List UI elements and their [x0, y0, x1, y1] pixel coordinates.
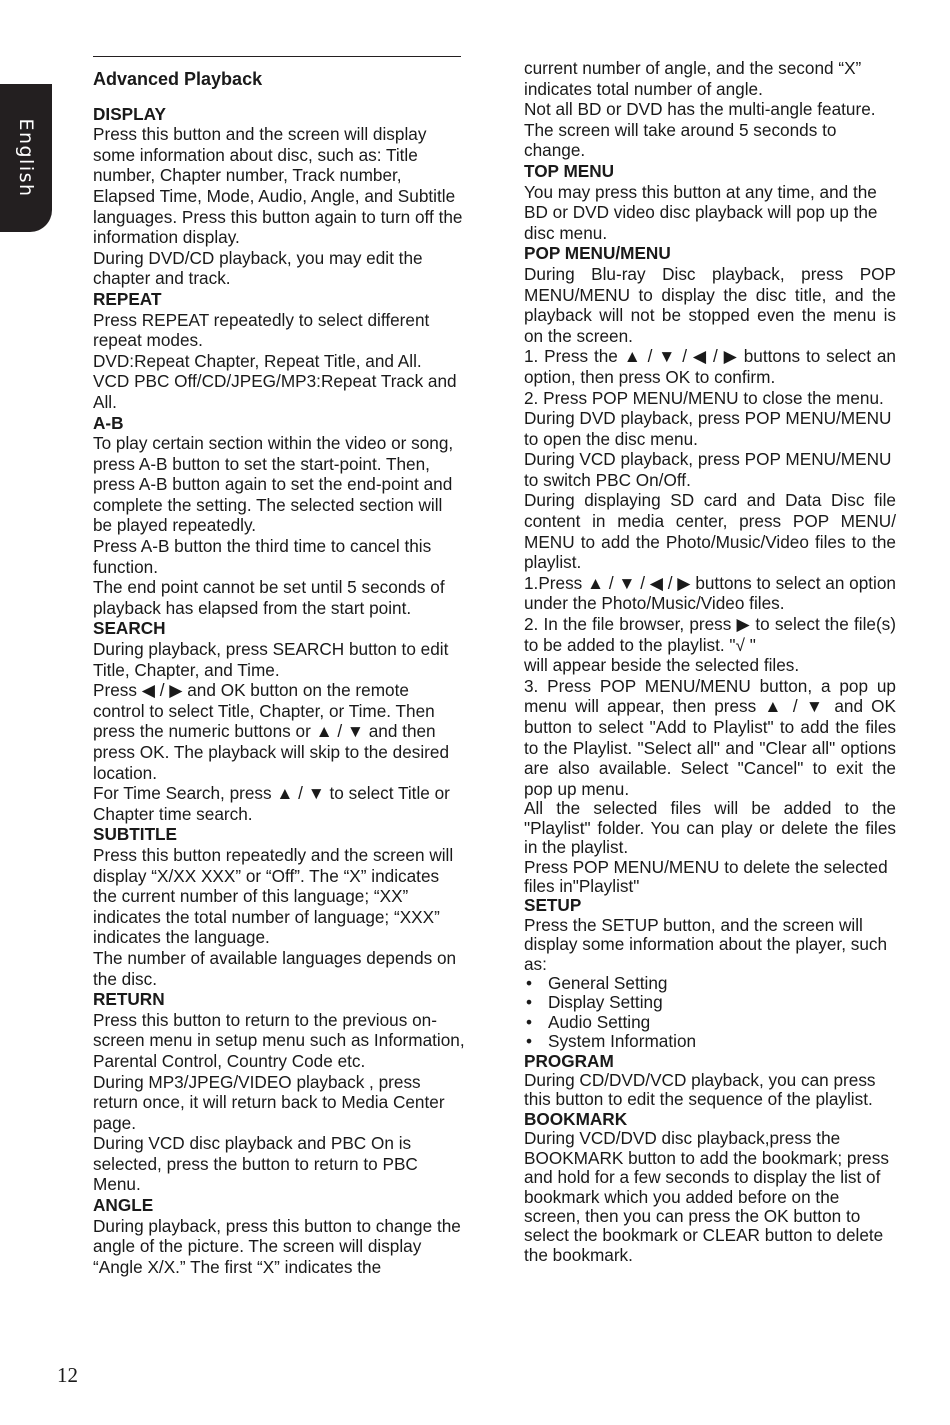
- heading-return: RETURN: [93, 989, 165, 1010]
- subtitle-paragraph-2: The number of available languages depends on the disc.: [93, 947, 457, 989]
- page-number: 12: [57, 1363, 78, 1387]
- heading-angle: ANGLE: [93, 1195, 154, 1216]
- program-paragraph: During CD/DVD/VCD playback, you can press this button to edit the sequence of the playlist.: [524, 1070, 876, 1110]
- heading-subtitle: SUBTITLE: [93, 824, 178, 845]
- heading-search: SEARCH: [93, 618, 166, 639]
- pop-menu-paragraph-5: During VCD playback, press POP MENU/MENU to switch PBC On/Off.: [524, 449, 892, 490]
- section-title: Advanced Playback: [93, 69, 263, 89]
- language-tab-label: English: [15, 118, 37, 198]
- heading-top-menu: TOP MENU: [524, 160, 615, 181]
- heading-program: PROGRAM: [524, 1050, 614, 1071]
- display-paragraph-2: During DVD/CD playback, you may edit the chapter and track.: [93, 247, 423, 289]
- a-b-paragraph-2: Press A-B button the third time to cancel this function.: [93, 536, 432, 577]
- pop-menu-paragraph-4: During DVD playback, press POP MENU/MENU to open the disc menu.: [524, 408, 892, 449]
- search-paragraph-2: Press ◀ / ▶ and OK button on the remote control to select Title, Chapter, or Time. Then press the numeric buttons or ▲ / ▼ and then press OK. The playback will skip to the desired location.: [93, 680, 450, 783]
- search-paragraph-3: For Time Search, press ▲ / ▼ to select Title or Chapter time search.: [93, 783, 450, 824]
- setup-paragraph: Press the SETUP button, and the screen will display some information about the player, such as:: [524, 914, 888, 974]
- repeat-paragraph-1: Press REPEAT repeatedly to select different repeat modes.: [93, 309, 430, 351]
- heading-a-b: A-B: [93, 412, 124, 433]
- pop-menu-paragraph-2: 1. Press the ▲ / ▼ / ◀ / ▶ buttons to select an option, then press OK to confirm.: [524, 346, 896, 387]
- pop-menu-paragraph-7: 1.Press ▲ / ▼ / ◀ / ▶ buttons to select an option under the Photo/Music/Video files.: [524, 572, 896, 614]
- list-item: • Display Setting: [524, 993, 896, 1012]
- left-column: [93, 56, 465, 1277]
- list-item: • System Information: [524, 1032, 896, 1051]
- angle-paragraph-2: Not all BD or DVD has the multi-angle feature. The screen will take around 5 seconds to change.: [524, 99, 876, 161]
- repeat-paragraph-2: DVD:Repeat Chapter, Repeat Title, and All.: [93, 350, 422, 371]
- pop-menu-paragraph-11: All the selected files will be added to the "Playlist" folder. You can play or delete the files in the playlist.: [524, 798, 896, 858]
- repeat-paragraph-3: VCD PBC Off/CD/JPEG/MP3:Repeat Track and All.: [93, 371, 457, 412]
- list-item: • General Setting: [524, 974, 896, 993]
- heading-setup: SETUP: [524, 895, 582, 916]
- heading-repeat: REPEAT: [93, 288, 162, 309]
- heading-display: DISPLAY: [93, 103, 166, 124]
- search-paragraph-1: During playback, press SEARCH button to edit Title, Chapter, and Time.: [93, 639, 449, 680]
- setup-options-list: [524, 974, 896, 1052]
- pop-menu-paragraph-6: During displaying SD card and Data Disc file content in media center, press POP MENU/ MENU to add the Photo/Music/Video files to the playlist.: [524, 490, 896, 573]
- pop-menu-paragraph-10: 3. Press POP MENU/MENU button, a pop up menu will appear, then press ▲ / ▼ and OK button to select "Add to Playlist" to add the files to the Playlist. "Select all" and "Clear all" options are also available. Select "Cancel" to exit the pop up menu.: [524, 675, 896, 799]
- heading-bookmark: BOOKMARK: [524, 1108, 628, 1129]
- pop-menu-paragraph-9: will appear beside the selected files.: [524, 655, 800, 676]
- pop-menu-paragraph-8: 2. In the file browser, press ▶ to select the file(s) to be added to the playlist. "√ ": [524, 614, 896, 655]
- list-item: • Audio Setting: [524, 1013, 896, 1032]
- subtitle-paragraph-1: Press this button repeatedly and the screen will display “X/XX XXX” or “Off”. The “X” indicates the current number of this language; “XX” indicates the total number of language; “XXX” indicates the language.: [93, 844, 454, 948]
- bookmark-paragraph: During VCD/DVD disc playback,press the BOOKMARK button to add the bookmark; press and hold for a few seconds to display the list of bookmark which you added before on the screen, then you can press the OK button to select the bookmark or CLEAR button to delete the bookmark.: [524, 1128, 889, 1265]
- display-paragraph-1: Press this button and the screen will display some information about disc, such as: Title number, Chapter number, Track number, Elapsed Time, Mode, Audio, Angle, and Subtitle languages. Press this button again to turn off the information display.: [93, 124, 463, 248]
- right-column: [524, 58, 896, 1265]
- return-paragraph-1: Press this button to return to the previous on-screen menu in setup menu such as Information, Parental Control, Country Code etc.: [93, 1009, 465, 1071]
- return-paragraph-3: During VCD disc playback and PBC On is selected, press the button to return to PBC Menu.: [93, 1133, 418, 1195]
- a-b-paragraph-1: To play certain section within the video or song, press A-B button to set the start-point. Then, press A-B button again to set the end-point and complete the setting. The selected section will be played repeatedly.: [93, 433, 454, 536]
- pop-menu-paragraph-12: Press POP MENU/MENU to delete the selected files in"Playlist": [524, 856, 888, 896]
- heading-pop-menu: POP MENU/MENU: [524, 243, 671, 264]
- language-tab: [0, 84, 52, 232]
- return-paragraph-2: During MP3/JPEG/VIDEO playback , press return once, it will return back to Media Center page.: [93, 1071, 445, 1133]
- top-menu-paragraph: You may press this button at any time, and the BD or DVD video disc playback will pop up the disc menu.: [524, 181, 878, 243]
- angle-paragraph-1: During playback, press this button to change the angle of the picture. The screen will display “Angle X/X.” The first “X” indicates the: [93, 1215, 461, 1277]
- pop-menu-paragraph-3: 2. Press POP MENU/MENU to close the menu.: [524, 387, 884, 408]
- angle-paragraph-continued: current number of angle, and the second “X” indicates total number of angle.: [524, 58, 862, 99]
- pop-menu-paragraph-1: During Blu-ray Disc playback, press POP MENU/MENU to display the disc title, and the playback will not be stopped even the menu is on the screen.: [524, 263, 896, 346]
- section-rule: [93, 56, 461, 57]
- a-b-paragraph-3: The end point cannot be set until 5 seconds of playback has elapsed from the start point.: [93, 577, 445, 618]
